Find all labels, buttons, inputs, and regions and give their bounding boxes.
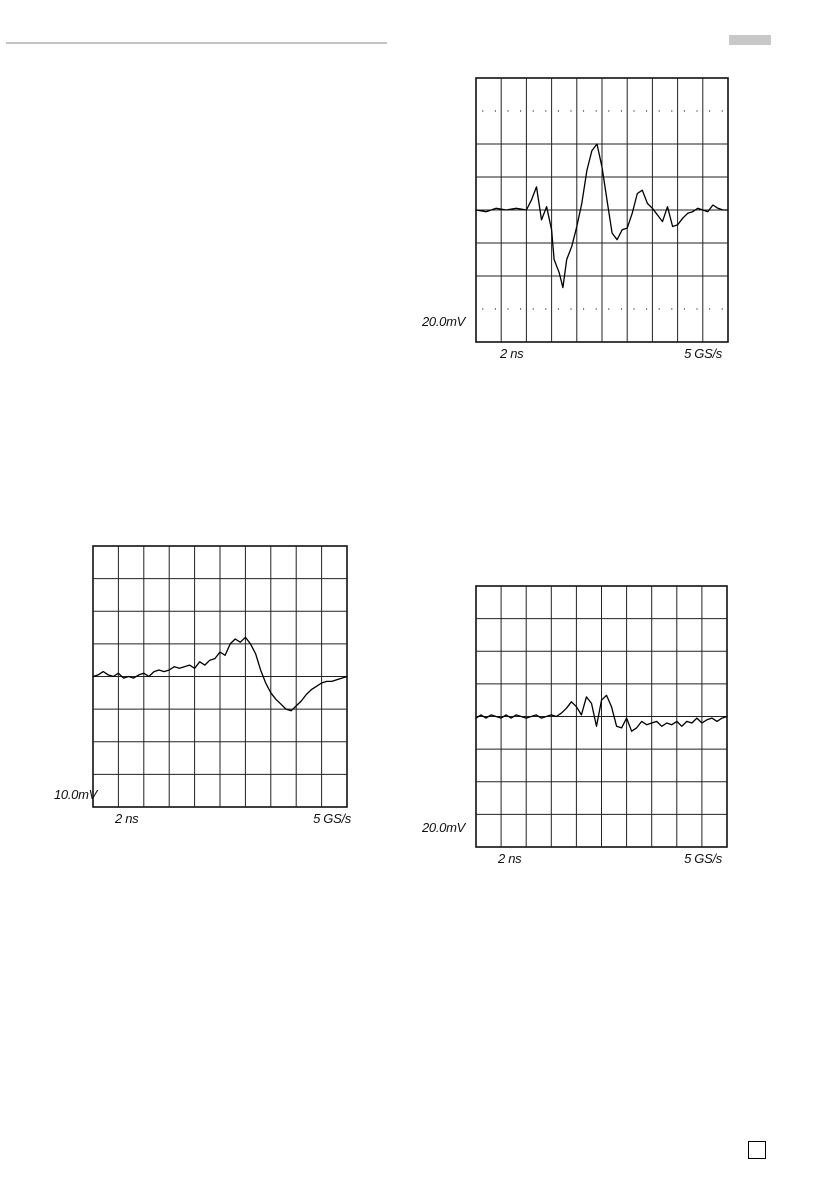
header-rule	[6, 42, 387, 44]
oscilloscope-plot-2	[50, 537, 370, 837]
header-tab-marker	[729, 35, 771, 45]
oscilloscope-plot-3	[420, 577, 740, 877]
grid	[93, 546, 347, 807]
time-per-div-label: 2 ns	[498, 851, 522, 866]
sample-rate-label: 5 GS/s	[684, 346, 722, 361]
grid	[476, 78, 728, 342]
oscilloscope-plot-1	[420, 72, 740, 372]
time-per-div-label: 2 ns	[115, 811, 139, 826]
sample-rate-label: 5 GS/s	[684, 851, 722, 866]
volts-per-div-label: 20.0mV	[422, 820, 466, 835]
volts-per-div-label: 10.0mV	[54, 787, 98, 802]
volts-per-div-label: 20.0mV	[422, 314, 466, 329]
time-per-div-label: 2 ns	[500, 346, 524, 361]
page-marker-box	[748, 1141, 766, 1159]
sample-rate-label: 5 GS/s	[313, 811, 351, 826]
